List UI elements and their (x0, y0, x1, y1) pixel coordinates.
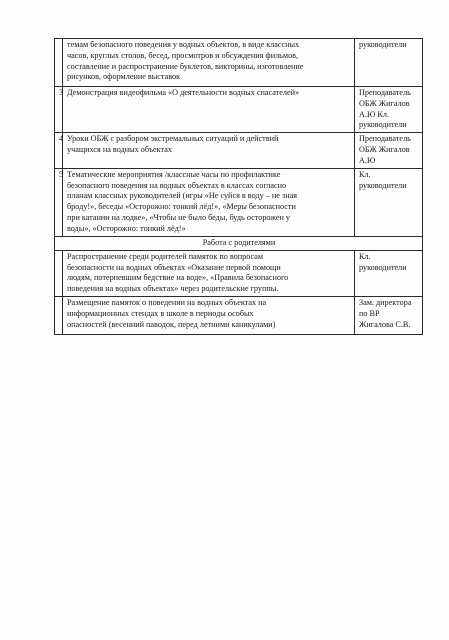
row-number (55, 39, 63, 87)
activity-text: Тематические мероприятия /классные часы по профилактике безопасного поведения на водных объектах в классах согласно планам классных руководителей (игры «Не суйся в воду – не зная броду!», беседы «Осторожно: тонкий лёд!», «Меры безопасности при катании на лодке», «Чтобы не было беды, будь осторожен у воды», «Осторожно: тонкий лёд!» (63, 168, 355, 236)
row-number (55, 297, 63, 335)
table-row (55, 297, 423, 335)
activity-plan-table (54, 38, 423, 335)
responsible-cell: Зам. директора по ВР Жигалова С.В. (355, 297, 423, 335)
responsible-cell: Кл. руководители (355, 250, 423, 296)
table-row (55, 133, 423, 168)
responsible-cell: руководители (355, 39, 423, 87)
activity-text: Размещение памяток о поведении на водных объектах на информационных стендах в школе в периоды особых опасностей (весенний паводок, перед летними каникулами) (63, 297, 355, 335)
row-number (55, 250, 63, 296)
row-number: 4 (55, 133, 63, 168)
activity-text: Демонстрация видеофильма «О деятельности водных спасателей» (63, 87, 355, 133)
responsible-cell: Преподаватель ОБЖ Жигалов А.Ю Кл. руководители (355, 87, 423, 133)
table-row (55, 168, 423, 236)
table-row (55, 87, 423, 133)
section-header-row (55, 236, 423, 250)
row-number: 5 (55, 168, 63, 236)
activity-text: Распространение среди родителей памяток по вопросам безопасности на водных объектах «Оказание первой помощи людям, потерпевшим бедствие на воде», «Правила безопасного поведения на водных объектах» через родительские группы. (63, 250, 355, 296)
table-row (55, 39, 423, 87)
responsible-cell: Преподаватель ОБЖ Жигалов А.Ю (355, 133, 423, 168)
section-title: Работа с родителями (55, 236, 423, 250)
responsible-cell: Кл. руководители (355, 168, 423, 236)
row-number: 3 (55, 87, 63, 133)
table-row (55, 250, 423, 296)
activity-text: темам безопасного поведения у водных объектов, в виде классных часов, круглых столов, бесед, просмотров и обсуждения фильмов, составление и распространение буклетов, викторины, изготовление рисунков, оформление выставок (63, 39, 355, 87)
activity-text: Уроки ОБЖ с разбором экстремальных ситуаций и действий учащихся на водных объектах (63, 133, 355, 168)
